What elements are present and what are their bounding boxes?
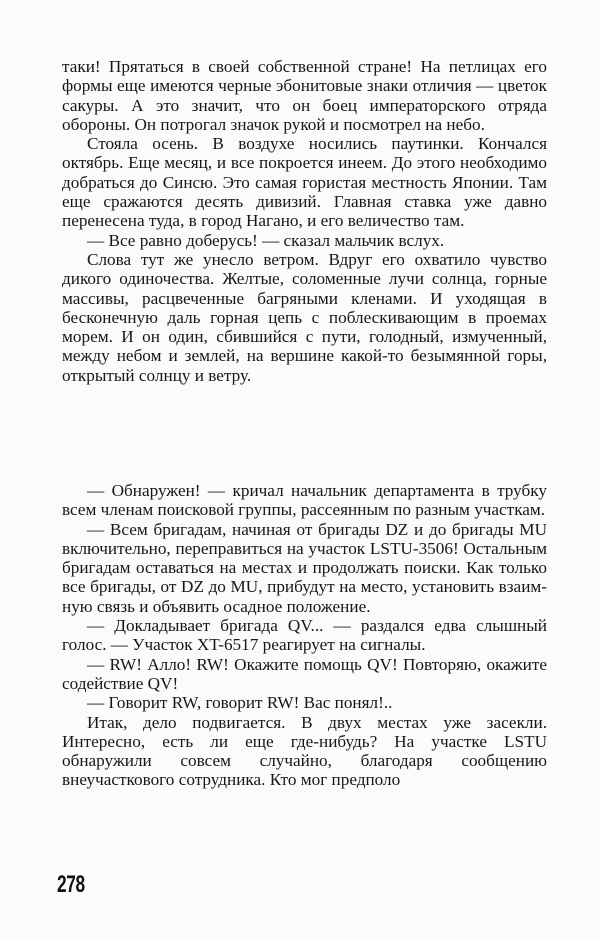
paragraph: — Говорит RW, говорит RW! Вас понял!.. [87,693,393,713]
text-section-top [62,57,547,385]
paragraph: Итак, дело подвигается. В двух местах уже засекли. Интересно, есть ли еще где-нибудь? На участке LSTU обнаружили совсем случайно, благодаря сообщению внеучасткового сотрудника. Кто мог предполо [62,712,547,790]
text-section-bottom [62,481,547,790]
paragraph: Слова тут же унесло ветром. Вдруг его охватило чувство дикого одиночества. Желтые, соломенные лучи солнца, горные массивы, расцвеченные багряными кленами. И уходящая в бесконечную даль горная цепь с поблескивающим в проемах морем. И он один, сбившийся с пути, голодный, измученный, между небом и землей, на вершине какой-то безымянной горы, открытый солнцу и ветру. [62,249,547,385]
paragraph: таки! Прятаться в своей собственной стране! На петлицах его формы еще имеются черные эбонитовые знаки отличия — цветок сакуры. А это значит, что он боец императорского отряда обороны. Он потрогал значок рукой и посмотрел на небо. [62,57,547,134]
paragraph: — Докладывает бригада QV... — раздался едва слышный голос. — Участок XT-6517 реагирует на сигналы. [62,616,547,655]
page-number: 278 [57,871,85,898]
paragraph: — Всем бригадам, начиная от бригады DZ и до бригады MU включительно, переправиться на участок LSTU-3506! Остальным бригадам оставаться на местах и продолжать поиски. Как только все бригады, от DZ до MU, прибудут на место, установить взаимную связь и объявить осадное положение. [62,519,547,616]
paragraph: — Все равно доберусь! — сказал мальчик вслух. [87,230,445,250]
paragraph: Стояла осень. В воздухе носились паутинки. Кончался октябрь. Еще месяц, и все покроется инеем. До этого необходимо добраться до Синсю. Это самая гористая местность Японии. Там еще сражаются десять дивизий. Главная ставка уже давно перенесена туда, в город Нагано, и его величество там. [62,134,547,231]
paragraph: — Обнаружен! — кричал начальник департамента в трубку всем членам поисковой группы, рассеянным по разным участкам. [62,481,547,520]
paragraph: — RW! Алло! RW! Окажите помощь QV! Повторяю, окажите содействие QV! [62,654,547,693]
